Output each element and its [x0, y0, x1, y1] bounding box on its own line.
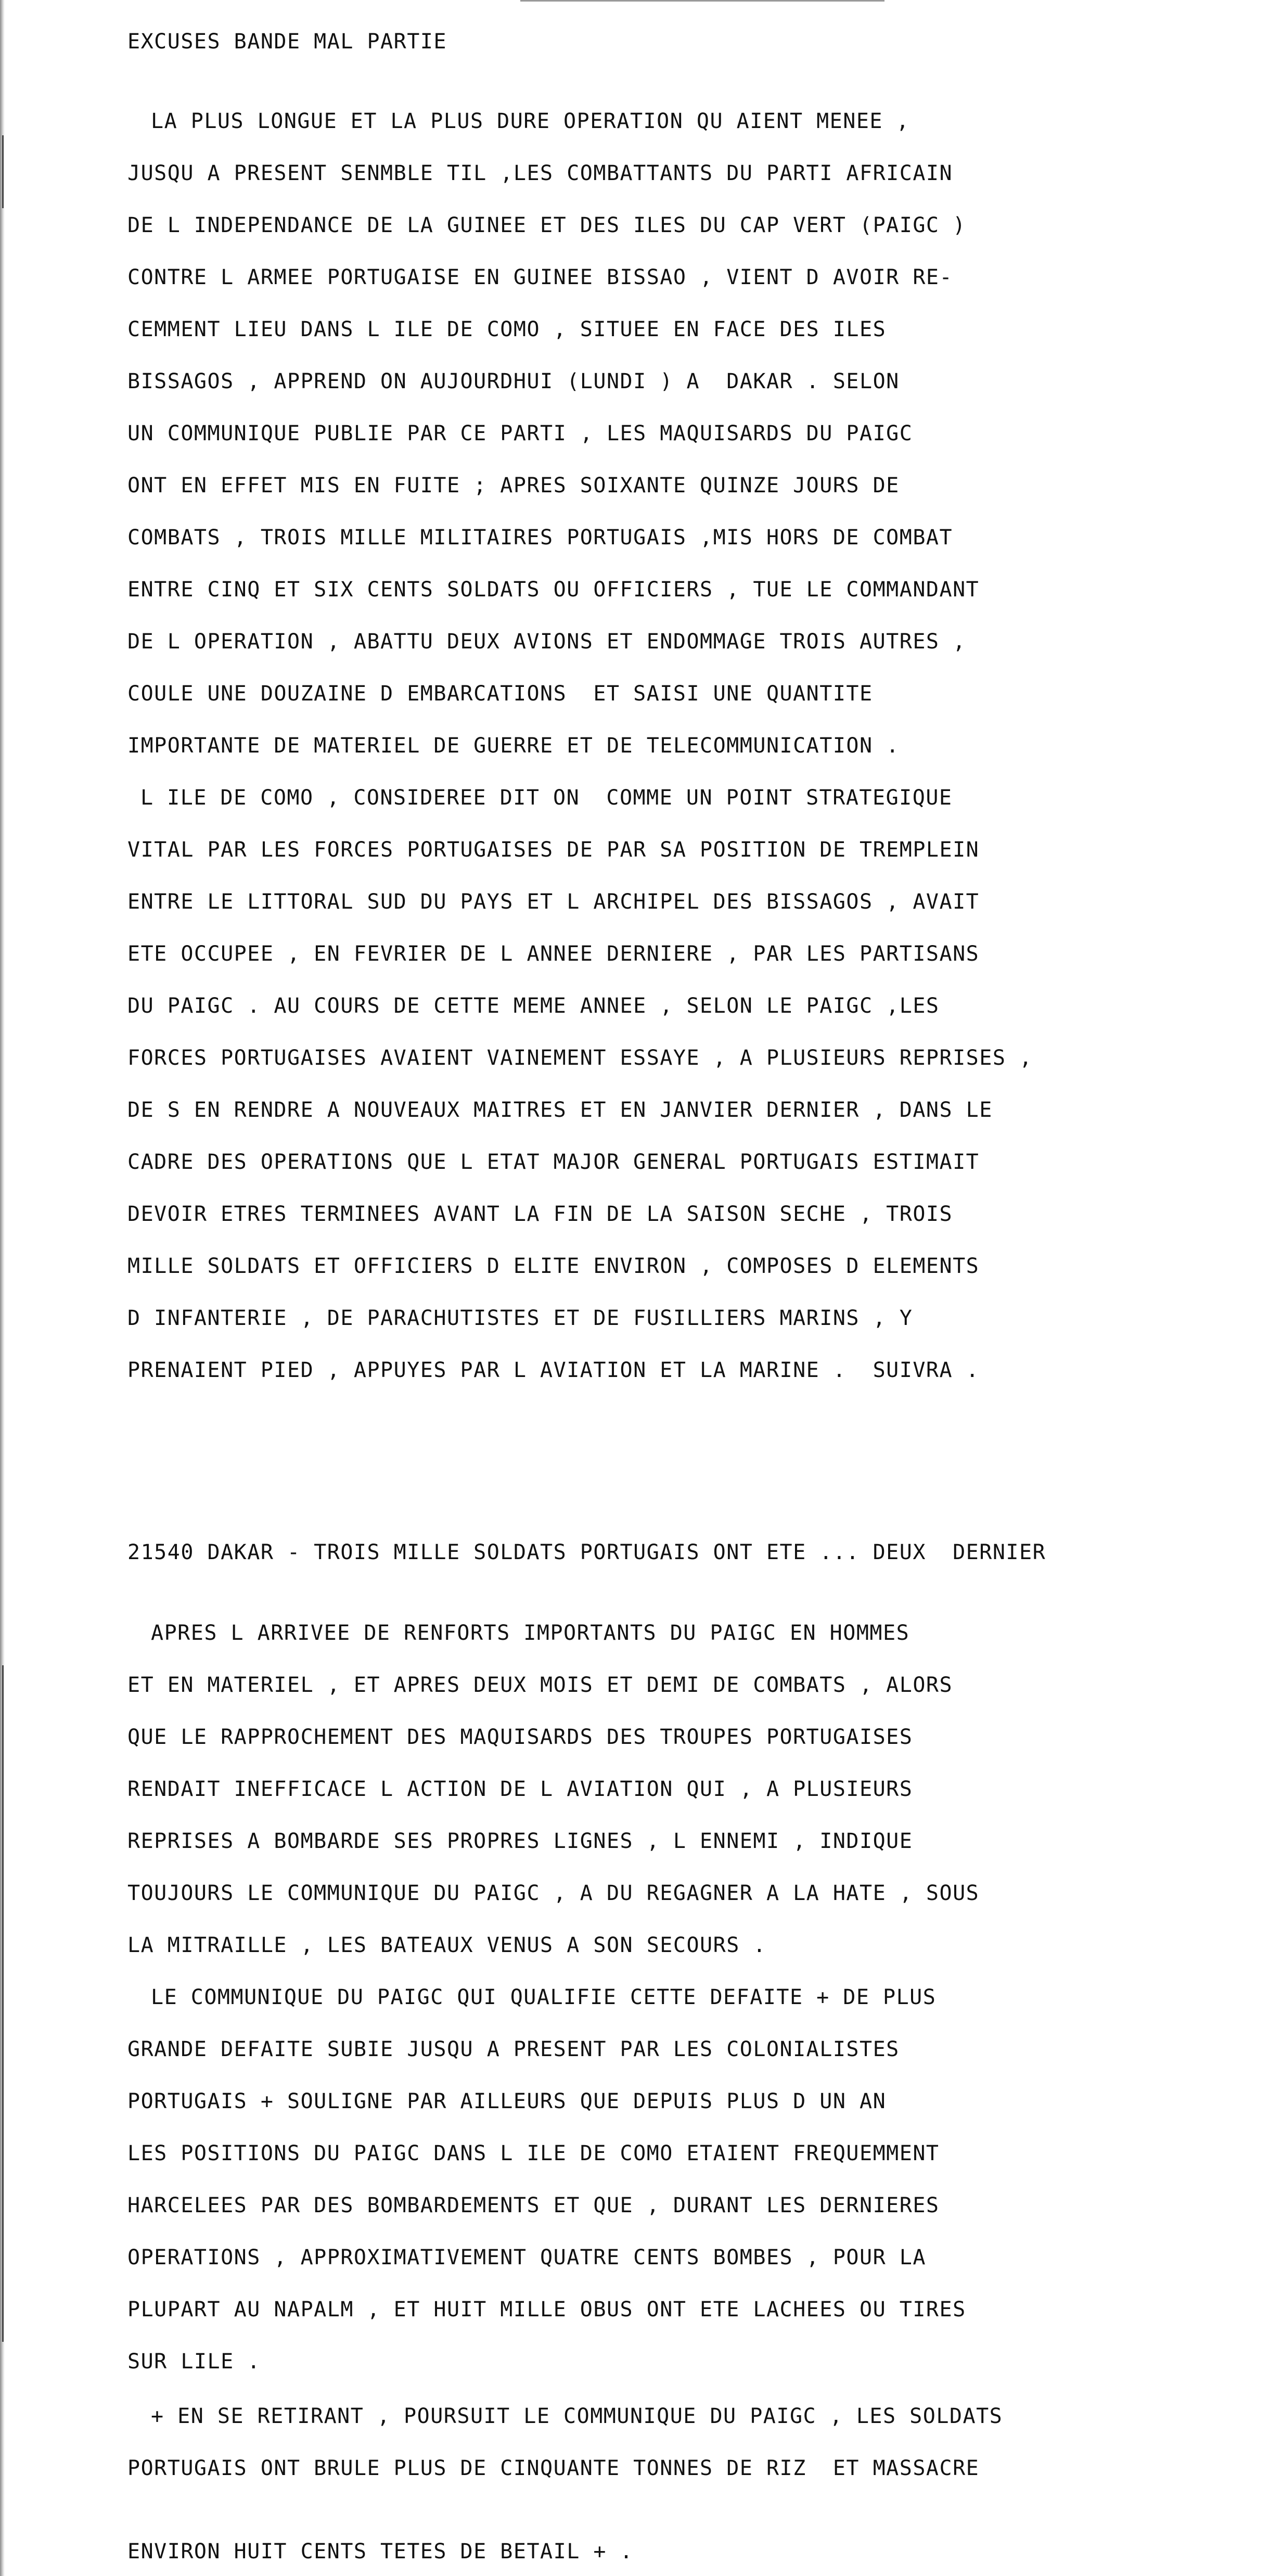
text-line: LA PLUS LONGUE ET LA PLUS DURE OPERATION QU AIENT MENEE ,: [151, 109, 910, 133]
text-line: DE S EN RENDRE A NOUVEAUX MAITRES ET EN JANVIER DERNIER , DANS LE: [127, 1098, 993, 1122]
text-line: LE COMMUNIQUE DU PAIGC QUI QUALIFIE CETTE DEFAITE + DE PLUS: [151, 1985, 937, 2009]
scan-edge-mark: [2, 135, 4, 208]
text-line: ENVIRON HUIT CENTS TETES DE BETAIL + .: [127, 2540, 634, 2564]
text-line: UN COMMUNIQUE PUBLIE PAR CE PARTI , LES MAQUISARDS DU PAIGC: [127, 422, 913, 445]
text-line: ET EN MATERIEL , ET APRES DEUX MOIS ET DEMI DE COMBATS , ALORS: [127, 1673, 953, 1697]
text-line: CONTRE L ARMEE PORTUGAISE EN GUINEE BISSAO , VIENT D AVOIR RE-: [127, 265, 953, 289]
text-line: LES POSITIONS DU PAIGC DANS L ILE DE COMO ETAIENT FREQUEMMENT: [127, 2141, 940, 2165]
text-line: IMPORTANTE DE MATERIEL DE GUERRE ET DE TELECOMMUNICATION .: [127, 734, 900, 758]
text-line: DU PAIGC . AU COURS DE CETTE MEME ANNEE , SELON LE PAIGC ,LES: [127, 994, 940, 1018]
text-line: ENTRE CINQ ET SIX CENTS SOLDATS OU OFFICIERS , TUE LE COMMANDANT: [127, 578, 980, 602]
text-line: PRENAIENT PIED , APPUYES PAR L AVIATION ET LA MARINE . SUIVRA .: [127, 1358, 980, 1382]
top-rule: [520, 0, 884, 2]
telex-header: EXCUSES BANDE MAL PARTIE: [127, 30, 447, 54]
text-line: REPRISES A BOMBARDE SES PROPRES LIGNES , L ENNEMI , INDIQUE: [127, 1829, 913, 1853]
text-line: ONT EN EFFET MIS EN FUITE ; APRES SOIXANTE QUINZE JOURS DE: [127, 474, 900, 498]
text-line: ENTRE LE LITTORAL SUD DU PAYS ET L ARCHIPEL DES BISSAGOS , AVAIT: [127, 890, 980, 914]
text-line: BISSAGOS , APPREND ON AUJOURDHUI (LUNDI ) A DAKAR . SELON: [127, 369, 900, 393]
text-line: SUR LILE .: [127, 2350, 261, 2374]
text-line: COULE UNE DOUZAINE D EMBARCATIONS ET SAISI UNE QUANTITE: [127, 682, 873, 706]
text-line: ETE OCCUPEE , EN FEVRIER DE L ANNEE DERNIERE , PAR LES PARTISANS: [127, 942, 980, 966]
text-line: CADRE DES OPERATIONS QUE L ETAT MAJOR GENERAL PORTUGAIS ESTIMAIT: [127, 1150, 980, 1174]
text-line: COMBATS , TROIS MILLE MILITAIRES PORTUGAIS ,MIS HORS DE COMBAT: [127, 526, 953, 550]
text-line: PLUPART AU NAPALM , ET HUIT MILLE OBUS ONT ETE LACHEES OU TIRES: [127, 2298, 966, 2322]
text-line: MILLE SOLDATS ET OFFICIERS D ELITE ENVIRON , COMPOSES D ELEMENTS: [127, 1254, 980, 1278]
text-line: L ILE DE COMO , CONSIDEREE DIT ON COMME UN POINT STRATEGIQUE: [140, 786, 953, 810]
text-line: PORTUGAIS + SOULIGNE PAR AILLEURS QUE DEPUIS PLUS D UN AN: [127, 2089, 887, 2113]
scan-edge-mark: [2, 1665, 4, 2342]
text-line: RENDAIT INEFFICACE L ACTION DE L AVIATION QUI , A PLUSIEURS: [127, 1777, 913, 1801]
text-line: APRES L ARRIVEE DE RENFORTS IMPORTANTS DU PAIGC EN HOMMES: [151, 1621, 910, 1645]
text-line: DE L OPERATION , ABATTU DEUX AVIONS ET ENDOMMAGE TROIS AUTRES ,: [127, 630, 966, 654]
text-line: LA MITRAILLE , LES BATEAUX VENUS A SON SECOURS .: [127, 1933, 766, 1957]
text-line: + EN SE RETIRANT , POURSUIT LE COMMUNIQUE DU PAIGC , LES SOLDATS: [151, 2404, 1003, 2428]
text-line: JUSQU A PRESENT SENMBLE TIL ,LES COMBATTANTS DU PARTI AFRICAIN: [127, 161, 953, 185]
text-line: FORCES PORTUGAISES AVAIENT VAINEMENT ESSAYE , A PLUSIEURS REPRISES ,: [127, 1046, 1033, 1070]
text-line: PORTUGAIS ONT BRULE PLUS DE CINQUANTE TONNES DE RIZ ET MASSACRE: [127, 2456, 980, 2480]
text-line: D INFANTERIE , DE PARACHUTISTES ET DE FUSILLIERS MARINS , Y: [127, 1306, 913, 1330]
dispatch-header: 21540 DAKAR - TROIS MILLE SOLDATS PORTUGAIS ONT ETE ... DEUX DERNIER: [127, 1540, 1046, 1564]
text-line: GRANDE DEFAITE SUBIE JUSQU A PRESENT PAR LES COLONIALISTES: [127, 2037, 900, 2061]
text-line: TOUJOURS LE COMMUNIQUE DU PAIGC , A DU REGAGNER A LA HATE , SOUS: [127, 1881, 980, 1905]
text-line: HARCELEES PAR DES BOMBARDEMENTS ET QUE , DURANT LES DERNIERES: [127, 2194, 940, 2217]
text-line: QUE LE RAPPROCHEMENT DES MAQUISARDS DES TROUPES PORTUGAISES: [127, 1725, 913, 1749]
text-line: DE L INDEPENDANCE DE LA GUINEE ET DES ILES DU CAP VERT (PAIGC ): [127, 213, 966, 237]
text-line: VITAL PAR LES FORCES PORTUGAISES DE PAR SA POSITION DE TREMPLEIN: [127, 838, 980, 862]
text-line: CEMMENT LIEU DANS L ILE DE COMO , SITUEE EN FACE DES ILES: [127, 317, 887, 341]
text-line: DEVOIR ETRES TERMINEES AVANT LA FIN DE LA SAISON SECHE , TROIS: [127, 1202, 953, 1226]
text-line: OPERATIONS , APPROXIMATIVEMENT QUATRE CENTS BOMBES , POUR LA: [127, 2246, 926, 2269]
